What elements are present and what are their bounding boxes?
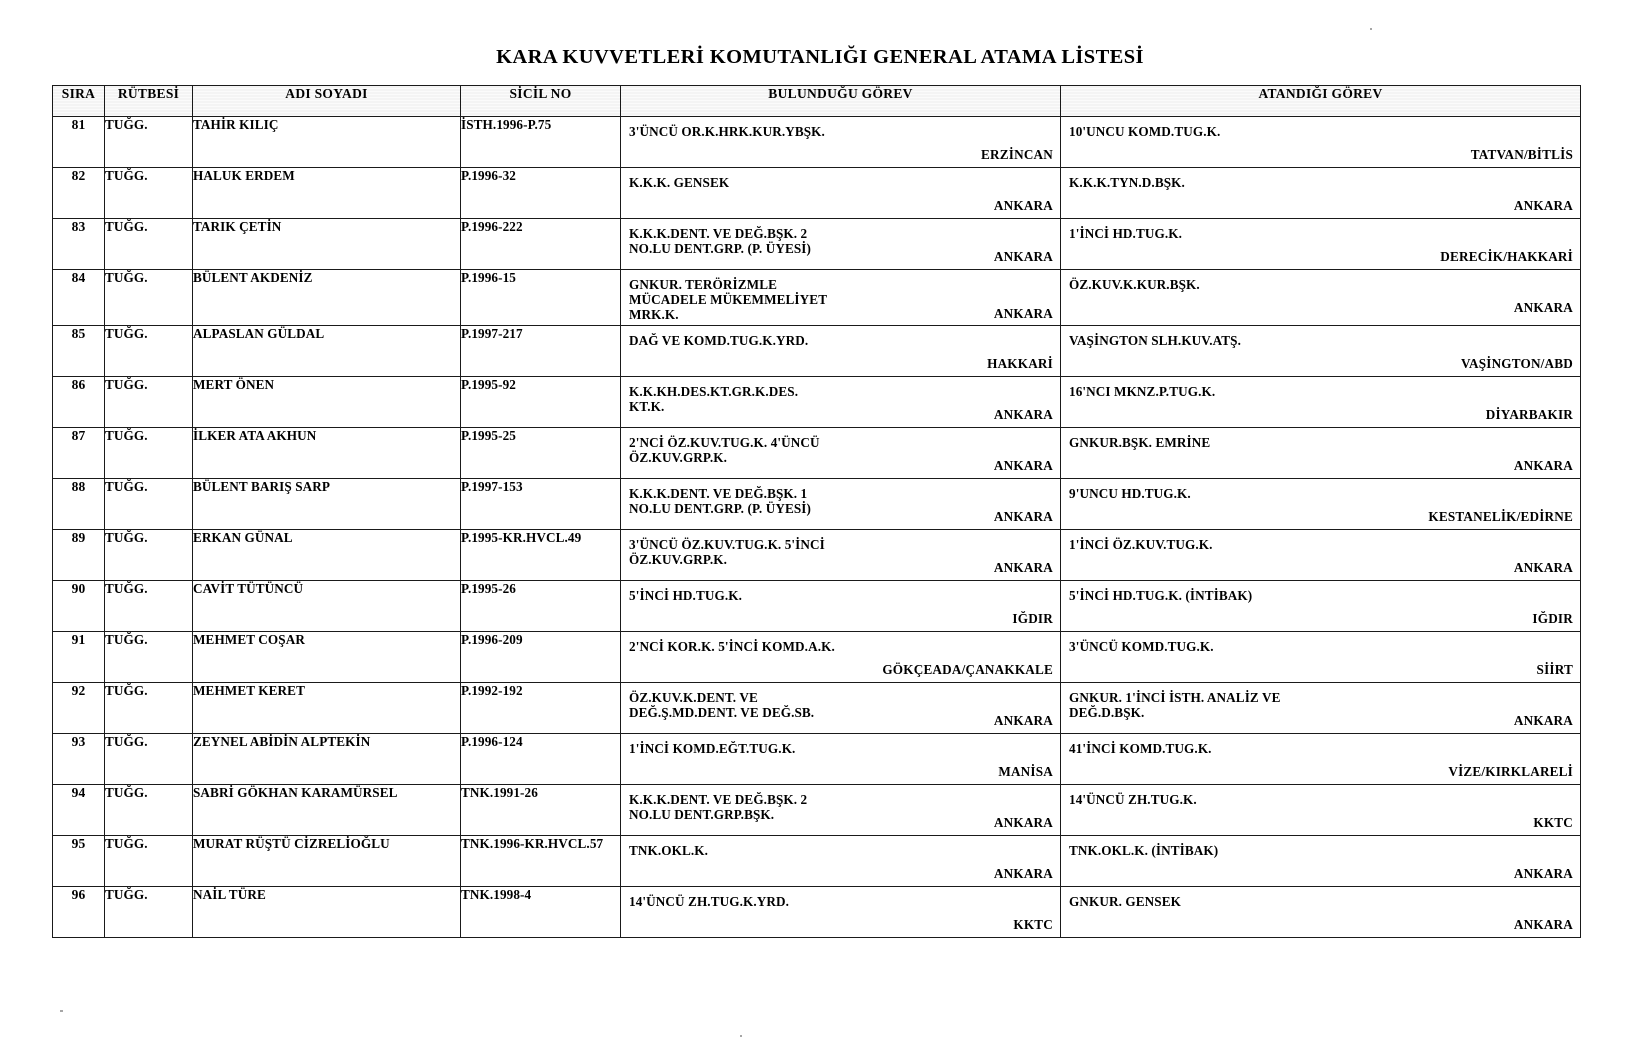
cell-adi-soyadi: MERT ÖNEN: [193, 376, 461, 427]
bulundugu-gorev-location: ANKARA: [993, 712, 1053, 728]
cell-rutbe: TUĞG.: [105, 376, 193, 427]
cell-sira: 94: [53, 784, 105, 835]
bulundugu-gorev-text: GNKUR. TERÖRİZMLE MÜCADELE MÜKEMMELİYET MRK.K.: [629, 277, 828, 323]
atandigi-gorev-location: ANKARA: [1513, 457, 1573, 473]
cell-adi-soyadi: CAVİT TÜTÜNCÜ: [193, 580, 461, 631]
cell-sicil-no: TNK.1998-4: [461, 886, 621, 937]
table-header-row: [53, 86, 1581, 117]
atandigi-gorev-text: 14'ÜNCÜ ZH.TUG.K.: [1069, 791, 1197, 807]
cell-sicil-no: TNK.1996-KR.HVCL.57: [461, 835, 621, 886]
cell-atandigi-gorev: [1061, 784, 1581, 835]
bulundugu-gorev-text: K.K.K. GENSEK: [629, 175, 730, 190]
cell-atandigi-gorev: [1061, 117, 1581, 168]
atandigi-gorev-location: ANKARA: [1513, 559, 1573, 575]
column-header-adi-soyadi: ADI SOYADI: [193, 86, 461, 117]
cell-sicil-no: P.1996-32: [461, 168, 621, 219]
cell-bulundugu-gorev: [621, 835, 1061, 886]
cell-sicil-no: P.1995-25: [461, 427, 621, 478]
cell-atandigi-gorev: [1061, 325, 1581, 376]
table-row: [53, 682, 1581, 733]
cell-bulundugu-gorev: [621, 427, 1061, 478]
bulundugu-gorev-text: 2'NCİ KOR.K. 5'İNCİ KOMD.A.K.: [629, 638, 835, 654]
bulundugu-gorev-text: 1'İNCİ KOMD.EĞT.TUG.K.: [629, 740, 796, 756]
table-row: [53, 427, 1581, 478]
cell-atandigi-gorev: [1061, 733, 1581, 784]
cell-adi-soyadi: NAİL TÜRE: [193, 886, 461, 937]
atandigi-gorev-text: 41'İNCİ KOMD.TUG.K.: [1069, 740, 1212, 756]
cell-atandigi-gorev: [1061, 529, 1581, 580]
cell-bulundugu-gorev: [621, 478, 1061, 529]
cell-rutbe: TUĞG.: [105, 631, 193, 682]
bulundugu-gorev-location: IĞDIR: [1012, 610, 1053, 626]
cell-adi-soyadi: ALPASLAN GÜLDAL: [193, 325, 461, 376]
cell-atandigi-gorev: [1061, 168, 1581, 219]
cell-sicil-no: P.1995-92: [461, 376, 621, 427]
cell-sicil-no: TNK.1991-26: [461, 784, 621, 835]
cell-rutbe: TUĞG.: [105, 733, 193, 784]
column-header-bulundugu-gorev: BULUNDUĞU GÖREV: [621, 86, 1061, 117]
cell-sira: 91: [53, 631, 105, 682]
bulundugu-gorev-location: ANKARA: [993, 249, 1053, 264]
atandigi-gorev-location: DİYARBAKIR: [1485, 406, 1573, 422]
cell-atandigi-gorev: [1061, 376, 1581, 427]
atandigi-gorev-location: ANKARA: [1513, 300, 1573, 315]
table-row: [53, 219, 1581, 270]
cell-sicil-no: P.1992-192: [461, 682, 621, 733]
bulundugu-gorev-text: K.K.K.DENT. VE DEĞ.BŞK. 2 NO.LU DENT.GRP.BŞK.: [629, 791, 808, 822]
cell-adi-soyadi: TARIK ÇETİN: [193, 219, 461, 270]
cell-adi-soyadi: BÜLENT BARIŞ SARP: [193, 478, 461, 529]
column-header-sira: SIRA: [53, 86, 105, 117]
atandigi-gorev-location: ANKARA: [1513, 198, 1573, 213]
table-row: [53, 733, 1581, 784]
cell-bulundugu-gorev: [621, 376, 1061, 427]
atandigi-gorev-text: 10'UNCU KOMD.TUG.K.: [1069, 124, 1221, 139]
cell-sicil-no: P.1996-124: [461, 733, 621, 784]
table-row: [53, 784, 1581, 835]
column-header-atandigi-gorev: ATANDIĞI GÖREV: [1061, 86, 1581, 117]
bulundugu-gorev-text: K.K.KH.DES.KT.GR.K.DES. KT.K.: [629, 383, 799, 414]
cell-atandigi-gorev: [1061, 886, 1581, 937]
cell-atandigi-gorev: [1061, 478, 1581, 529]
table-row: [53, 117, 1581, 168]
cell-sira: 85: [53, 325, 105, 376]
cell-sira: 88: [53, 478, 105, 529]
table-row: [53, 631, 1581, 682]
cell-sira: 92: [53, 682, 105, 733]
atandigi-gorev-location: TATVAN/BİTLİS: [1470, 147, 1573, 162]
cell-atandigi-gorev: [1061, 270, 1581, 326]
table-row: [53, 168, 1581, 219]
cell-sira: 82: [53, 168, 105, 219]
cell-rutbe: TUĞG.: [105, 886, 193, 937]
bulundugu-gorev-text: 3'ÜNCÜ OR.K.HRK.KUR.YBŞK.: [629, 124, 825, 139]
assignment-table: [52, 85, 1581, 938]
cell-sira: 96: [53, 886, 105, 937]
bulundugu-gorev-location: MANİSA: [998, 763, 1053, 779]
cell-sicil-no: P.1996-15: [461, 270, 621, 326]
cell-atandigi-gorev: [1061, 427, 1581, 478]
table-row: [53, 835, 1581, 886]
cell-bulundugu-gorev: [621, 219, 1061, 270]
atandigi-gorev-text: 3'ÜNCÜ KOMD.TUG.K.: [1069, 638, 1214, 654]
cell-rutbe: TUĞG.: [105, 529, 193, 580]
atandigi-gorev-text: GNKUR. GENSEK: [1069, 893, 1181, 909]
bulundugu-gorev-location: KKTC: [1013, 916, 1053, 932]
atandigi-gorev-location: DERECİK/HAKKARİ: [1440, 249, 1573, 264]
cell-bulundugu-gorev: [621, 168, 1061, 219]
table-row: [53, 325, 1581, 376]
cell-bulundugu-gorev: [621, 325, 1061, 376]
bulundugu-gorev-location: ANKARA: [993, 559, 1053, 575]
cell-bulundugu-gorev: [621, 886, 1061, 937]
cell-rutbe: TUĞG.: [105, 219, 193, 270]
cell-rutbe: TUĞG.: [105, 478, 193, 529]
cell-sicil-no: P.1997-153: [461, 478, 621, 529]
table-row: [53, 376, 1581, 427]
atandigi-gorev-location: VAŞİNGTON/ABD: [1460, 355, 1573, 371]
bulundugu-gorev-location: ANKARA: [993, 305, 1053, 321]
cell-adi-soyadi: MEHMET KERET: [193, 682, 461, 733]
bulundugu-gorev-location: ANKARA: [993, 508, 1053, 524]
cell-bulundugu-gorev: [621, 784, 1061, 835]
cell-bulundugu-gorev: [621, 270, 1061, 326]
bulundugu-gorev-location: ANKARA: [993, 865, 1053, 881]
bulundugu-gorev-location: ANKARA: [993, 406, 1053, 422]
bulundugu-gorev-location: ANKARA: [993, 198, 1053, 213]
cell-rutbe: TUĞG.: [105, 117, 193, 168]
column-header-rutbe: RÜTBESİ: [105, 86, 193, 117]
cell-atandigi-gorev: [1061, 631, 1581, 682]
cell-sicil-no: P.1995-26: [461, 580, 621, 631]
cell-bulundugu-gorev: [621, 631, 1061, 682]
cell-bulundugu-gorev: [621, 733, 1061, 784]
table-row: [53, 270, 1581, 326]
cell-bulundugu-gorev: [621, 682, 1061, 733]
cell-sicil-no: P.1997-217: [461, 325, 621, 376]
cell-adi-soyadi: ERKAN GÜNAL: [193, 529, 461, 580]
cell-adi-soyadi: MEHMET COŞAR: [193, 631, 461, 682]
atandigi-gorev-text: 1'İNCİ HD.TUG.K.: [1069, 226, 1182, 241]
bulundugu-gorev-location: ANKARA: [993, 457, 1053, 473]
cell-adi-soyadi: HALUK ERDEM: [193, 168, 461, 219]
atandigi-gorev-text: 5'İNCİ HD.TUG.K. (İNTİBAK): [1069, 587, 1253, 603]
atandigi-gorev-location: ANKARA: [1513, 916, 1573, 932]
cell-sira: 81: [53, 117, 105, 168]
bulundugu-gorev-text: 2'NCİ ÖZ.KUV.TUG.K. 4'ÜNCÜ ÖZ.KUV.GRP.K.: [629, 434, 820, 465]
cell-adi-soyadi: İLKER ATA AKHUN: [193, 427, 461, 478]
table-body: [53, 117, 1581, 938]
cell-sira: 95: [53, 835, 105, 886]
cell-rutbe: TUĞG.: [105, 270, 193, 326]
cell-adi-soyadi: TAHİR KILIÇ: [193, 117, 461, 168]
bulundugu-gorev-text: K.K.K.DENT. VE DEĞ.BŞK. 2 NO.LU DENT.GRP. (P. ÜYESİ): [629, 226, 811, 257]
cell-sira: 84: [53, 270, 105, 326]
cell-rutbe: TUĞG.: [105, 682, 193, 733]
cell-adi-soyadi: SABRİ GÖKHAN KARAMÜRSEL: [193, 784, 461, 835]
atandigi-gorev-text: VAŞİNGTON SLH.KUV.ATŞ.: [1069, 332, 1241, 348]
bulundugu-gorev-text: 5'İNCİ HD.TUG.K.: [629, 587, 742, 603]
atandigi-gorev-text: GNKUR. 1'İNCİ İSTH. ANALİZ VE DEĞ.D.BŞK.: [1069, 689, 1281, 720]
bulundugu-gorev-text: DAĞ VE KOMD.TUG.K.YRD.: [629, 332, 809, 348]
cell-sicil-no: P.1996-222: [461, 219, 621, 270]
atandigi-gorev-text: 9'UNCU HD.TUG.K.: [1069, 485, 1191, 501]
column-header-sicil-no: SİCİL NO: [461, 86, 621, 117]
atandigi-gorev-location: SİİRT: [1536, 661, 1573, 677]
cell-sira: 83: [53, 219, 105, 270]
table-row: [53, 529, 1581, 580]
cell-adi-soyadi: MURAT RÜŞTÜ CİZRELİOĞLU: [193, 835, 461, 886]
page-title: KARA KUVVETLERİ KOMUTANLIĞI GENERAL ATAMA LİSTESİ: [496, 46, 1144, 68]
atandigi-gorev-text: 1'İNCİ ÖZ.KUV.TUG.K.: [1069, 536, 1213, 552]
atandigi-gorev-text: TNK.OKL.K. (İNTİBAK): [1069, 842, 1219, 858]
atandigi-gorev-location: IĞDIR: [1532, 610, 1573, 626]
cell-atandigi-gorev: [1061, 835, 1581, 886]
bulundugu-gorev-text: 3'ÜNCÜ ÖZ.KUV.TUG.K. 5'İNCİ ÖZ.KUV.GRP.K.: [629, 536, 825, 567]
atandigi-gorev-text: 16'NCI MKNZ.P.TUG.K.: [1069, 383, 1216, 399]
atandigi-gorev-text: GNKUR.BŞK. EMRİNE: [1069, 434, 1211, 450]
table-header: [53, 86, 1581, 117]
bulundugu-gorev-text: ÖZ.KUV.K.DENT. VE DEĞ.Ş.MD.DENT. VE DEĞ.SB.: [629, 689, 815, 720]
bulundugu-gorev-text: TNK.OKL.K.: [629, 842, 709, 858]
atandigi-gorev-location: VİZE/KIRKLARELİ: [1448, 763, 1573, 779]
cell-rutbe: TUĞG.: [105, 835, 193, 886]
cell-bulundugu-gorev: [621, 580, 1061, 631]
cell-atandigi-gorev: [1061, 219, 1581, 270]
bulundugu-gorev-location: ANKARA: [993, 814, 1053, 830]
cell-rutbe: TUĞG.: [105, 580, 193, 631]
cell-sira: 86: [53, 376, 105, 427]
atandigi-gorev-location: ANKARA: [1513, 865, 1573, 881]
bulundugu-gorev-text: 14'ÜNCÜ ZH.TUG.K.YRD.: [629, 893, 789, 909]
cell-atandigi-gorev: [1061, 682, 1581, 733]
atandigi-gorev-text: ÖZ.KUV.K.KUR.BŞK.: [1069, 277, 1200, 292]
cell-sicil-no: P.1996-209: [461, 631, 621, 682]
cell-sira: 93: [53, 733, 105, 784]
cell-rutbe: TUĞG.: [105, 325, 193, 376]
table-row: [53, 478, 1581, 529]
cell-rutbe: TUĞG.: [105, 427, 193, 478]
cell-adi-soyadi: ZEYNEL ABİDİN ALPTEKİN: [193, 733, 461, 784]
atandigi-gorev-text: K.K.K.TYN.D.BŞK.: [1069, 175, 1185, 190]
cell-sicil-no: İSTH.1996-P.75: [461, 117, 621, 168]
bulundugu-gorev-text: K.K.K.DENT. VE DEĞ.BŞK. 1 NO.LU DENT.GRP. (P. ÜYESİ): [629, 485, 811, 516]
cell-sicil-no: P.1995-KR.HVCL.49: [461, 529, 621, 580]
cell-bulundugu-gorev: [621, 529, 1061, 580]
atandigi-gorev-location: KKTC: [1533, 814, 1573, 830]
cell-sira: 90: [53, 580, 105, 631]
cell-sira: 87: [53, 427, 105, 478]
cell-bulundugu-gorev: [621, 117, 1061, 168]
cell-rutbe: TUĞG.: [105, 168, 193, 219]
cell-atandigi-gorev: [1061, 580, 1581, 631]
atandigi-gorev-location: ANKARA: [1513, 712, 1573, 728]
cell-rutbe: TUĞG.: [105, 784, 193, 835]
bulundugu-gorev-location: ERZİNCAN: [981, 147, 1053, 162]
cell-adi-soyadi: BÜLENT AKDENİZ: [193, 270, 461, 326]
table-row: [53, 886, 1581, 937]
bulundugu-gorev-location: HAKKARİ: [987, 355, 1053, 371]
cell-sira: 89: [53, 529, 105, 580]
bulundugu-gorev-location: GÖKÇEADA/ÇANAKKALE: [882, 661, 1053, 677]
table-row: [53, 580, 1581, 631]
atandigi-gorev-location: KESTANELİK/EDİRNE: [1428, 508, 1573, 524]
